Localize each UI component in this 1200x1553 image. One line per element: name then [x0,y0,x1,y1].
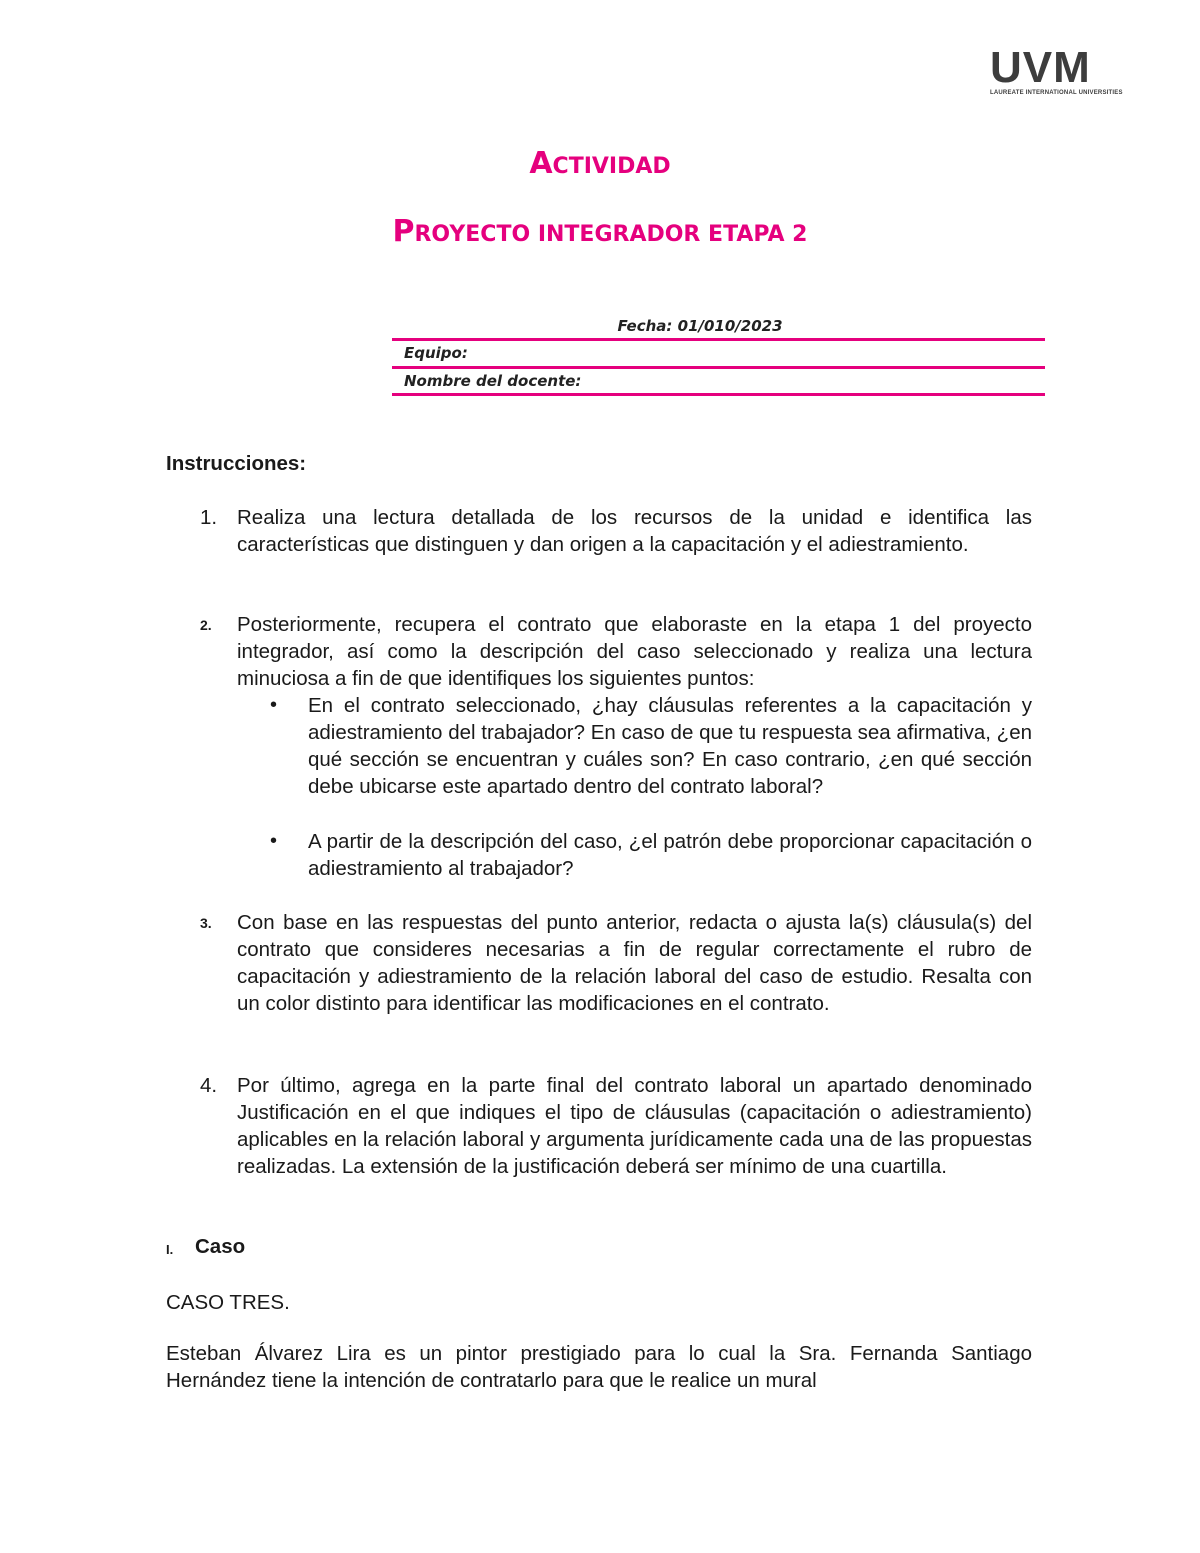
title-rest: CTIVIDAD [552,154,671,179]
logo-text: UVM [990,43,1091,92]
item-number: 3. [200,915,212,931]
divider [392,366,1045,369]
divider [392,393,1045,396]
section-heading: Caso [195,1235,246,1258]
list-item: Posteriormente, recupera el contrato que elaboraste en la etapa 1 del proyecto integrador, así como la descripción del caso seleccionado y realiza una lectura minuciosa a fin de que identifiques los siguientes puntos: [237,613,1032,690]
list-item: Con base en las respuestas del punto anterior, redacta o ajusta la(s) cláusula(s) del contrato que consideres necesarias a fin de regular correctamente el rubro de capacitación y adiestramiento de la relación laboral del caso de estudio. Resalta con un color distinto para identificar las modificaciones en el contrato. [237,911,1032,1015]
case-paragraph: Esteban Álvarez Lira es un pintor prestigiado para lo cual la Sra. Fernanda Santiago Hernández tiene la intención de contratarlo para que le realice un mural [166,1342,1032,1392]
subtitle-rest: ROYECTO INTEGRADOR ETAPA 2 [414,222,808,247]
equipo-field: Equipo: [404,344,468,362]
section-number: I. [166,1242,174,1257]
item-number: 4. [200,1074,218,1097]
title-initial: A [529,146,553,181]
uvm-logo [990,43,1123,100]
subtitle-initial: P [392,214,415,249]
instructions-heading: Instrucciones: [166,452,307,475]
logo-tagline: LAUREATE INTERNATIONAL UNIVERSITIES [990,90,1123,96]
case-label: CASO TRES. [166,1291,290,1314]
list-item: Por último, agrega en la parte final del contrato laboral un apartado denominado Justificación en el que indiques el tipo de cláusulas (capacitación o adiestramiento) aplicables en la relación laboral y argumenta jurídicamente cada una de las propuestas realizadas. La extensión de la justificación deberá ser mínimo de una cuartilla. [237,1074,1032,1178]
docente-field: Nombre del docente: [404,372,582,390]
fecha-field: Fecha: 01/010/2023 [617,317,783,335]
bullet-item: En el contrato seleccionado, ¿hay cláusulas referentes a la capacitación y adiestramiento del trabajador? En caso de que tu respuesta sea afirmativa, ¿en qué sección se encuentran y cuáles son? En caso contrario, ¿en qué sección debe ubicarse este apartado dentro del contrato laboral? [308,694,1032,798]
bullet-icon: • [270,830,278,852]
bullet-item: A partir de la descripción del caso, ¿el patrón debe proporcionar capacitación o adiestramiento al trabajador? [308,830,1032,880]
divider [392,338,1045,341]
project-title [0,214,1200,249]
activity-title [0,146,1200,181]
item-number: 1. [200,506,218,529]
bullet-icon: • [270,694,278,716]
item-number: 2. [200,617,212,633]
list-item: Realiza una lectura detallada de los recursos de la unidad e identifica las características que distinguen y dan origen a la capacitación y el adiestramiento. [237,506,1032,556]
